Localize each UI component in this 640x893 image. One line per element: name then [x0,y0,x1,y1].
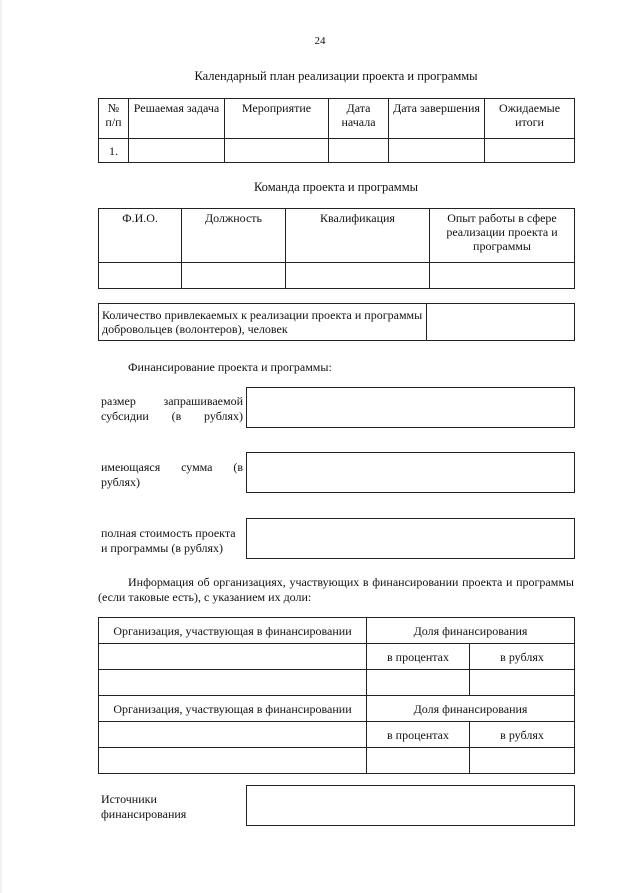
volunteers-label: Количество привлекаемых к реализации проекта и программы добровольцев (волонтеров), человек [99,304,427,341]
col-activity-header: Мероприятие [225,99,329,139]
org-name-cell[interactable] [99,644,367,670]
qualification-cell[interactable] [286,263,430,289]
rubles-header: в рублях [470,644,575,670]
col-position-header: Должность [182,209,286,263]
task-cell[interactable] [129,139,225,163]
rubles-header: в рублях [470,722,575,748]
percent-cell[interactable] [367,748,470,774]
page-number: 24 [314,35,326,47]
requested-subsidy-field[interactable] [246,387,575,428]
table-row [99,139,575,163]
col-number-header: № п/п [99,99,129,139]
total-cost-field[interactable] [246,518,575,559]
sources-field[interactable] [246,785,575,826]
calendar-plan-title: Календарный план реализации проекта и программы [194,69,478,83]
sources-label: Источники финансирования [101,792,187,821]
organizations-table-2 [98,695,575,774]
col-name-header: Ф.И.О. [99,209,182,263]
team-title: Команда проекта и программы [253,180,419,194]
start-date-cell[interactable] [329,139,389,163]
share-header: Доля финансирования [367,618,575,644]
organizations-table-1 [98,617,575,696]
col-experience-header: Опыт работы в сфере реализации проекта и программы [430,209,575,263]
col-start-date-header: Дата начала [329,99,389,139]
activity-cell[interactable] [225,139,329,163]
org-header: Организация, участвующая в финансировании [99,618,367,644]
table-row [99,670,575,696]
col-qualification-header: Квалификация [286,209,430,263]
org-name-cell[interactable] [99,722,367,748]
position-cell[interactable] [182,263,286,289]
percent-header: в процентах [367,722,470,748]
org-header: Организация, участвующая в финансировании [99,696,367,722]
percent-header: в процентах [367,644,470,670]
team-header-row [99,209,575,263]
share-header: Доля финансирования [367,696,575,722]
financing-title: Финансирование проекта и программы: [128,360,332,374]
available-amount-label: имеющаяся сумма (в рублях) [101,460,243,489]
col-expected-results-header: Ожидаемые итоги [485,99,575,139]
org-name-cell[interactable] [99,670,367,696]
percent-cell[interactable] [367,670,470,696]
rubles-cell[interactable] [470,670,575,696]
col-task-header: Решаемая задача [129,99,225,139]
expected-results-cell[interactable] [485,139,575,163]
table-row [99,263,575,289]
sheet-edge [0,0,2,893]
name-cell[interactable] [99,263,182,289]
available-amount-field[interactable] [246,452,575,493]
row-number-cell: 1. [99,139,129,163]
experience-cell[interactable] [430,263,575,289]
team-table [98,208,575,289]
table-row [99,748,575,774]
rubles-cell[interactable] [470,748,575,774]
volunteers-value-field[interactable] [427,304,575,341]
col-end-date-header: Дата завершения [389,99,485,139]
organizations-intro: Информация об организациях, участвующих в финансировании проекта и программы (если таковые есть), с указанием их доли: [98,575,574,604]
volunteers-table [98,303,575,341]
total-cost-label: полная стоимость проекта и программы (в рублях) [101,526,236,555]
end-date-cell[interactable] [389,139,485,163]
calendar-plan-table [98,98,575,163]
org-name-cell[interactable] [99,748,367,774]
requested-subsidy-label: размер запрашиваемой субсидии (в рублях) [101,394,243,423]
calendar-header-row [99,99,575,139]
